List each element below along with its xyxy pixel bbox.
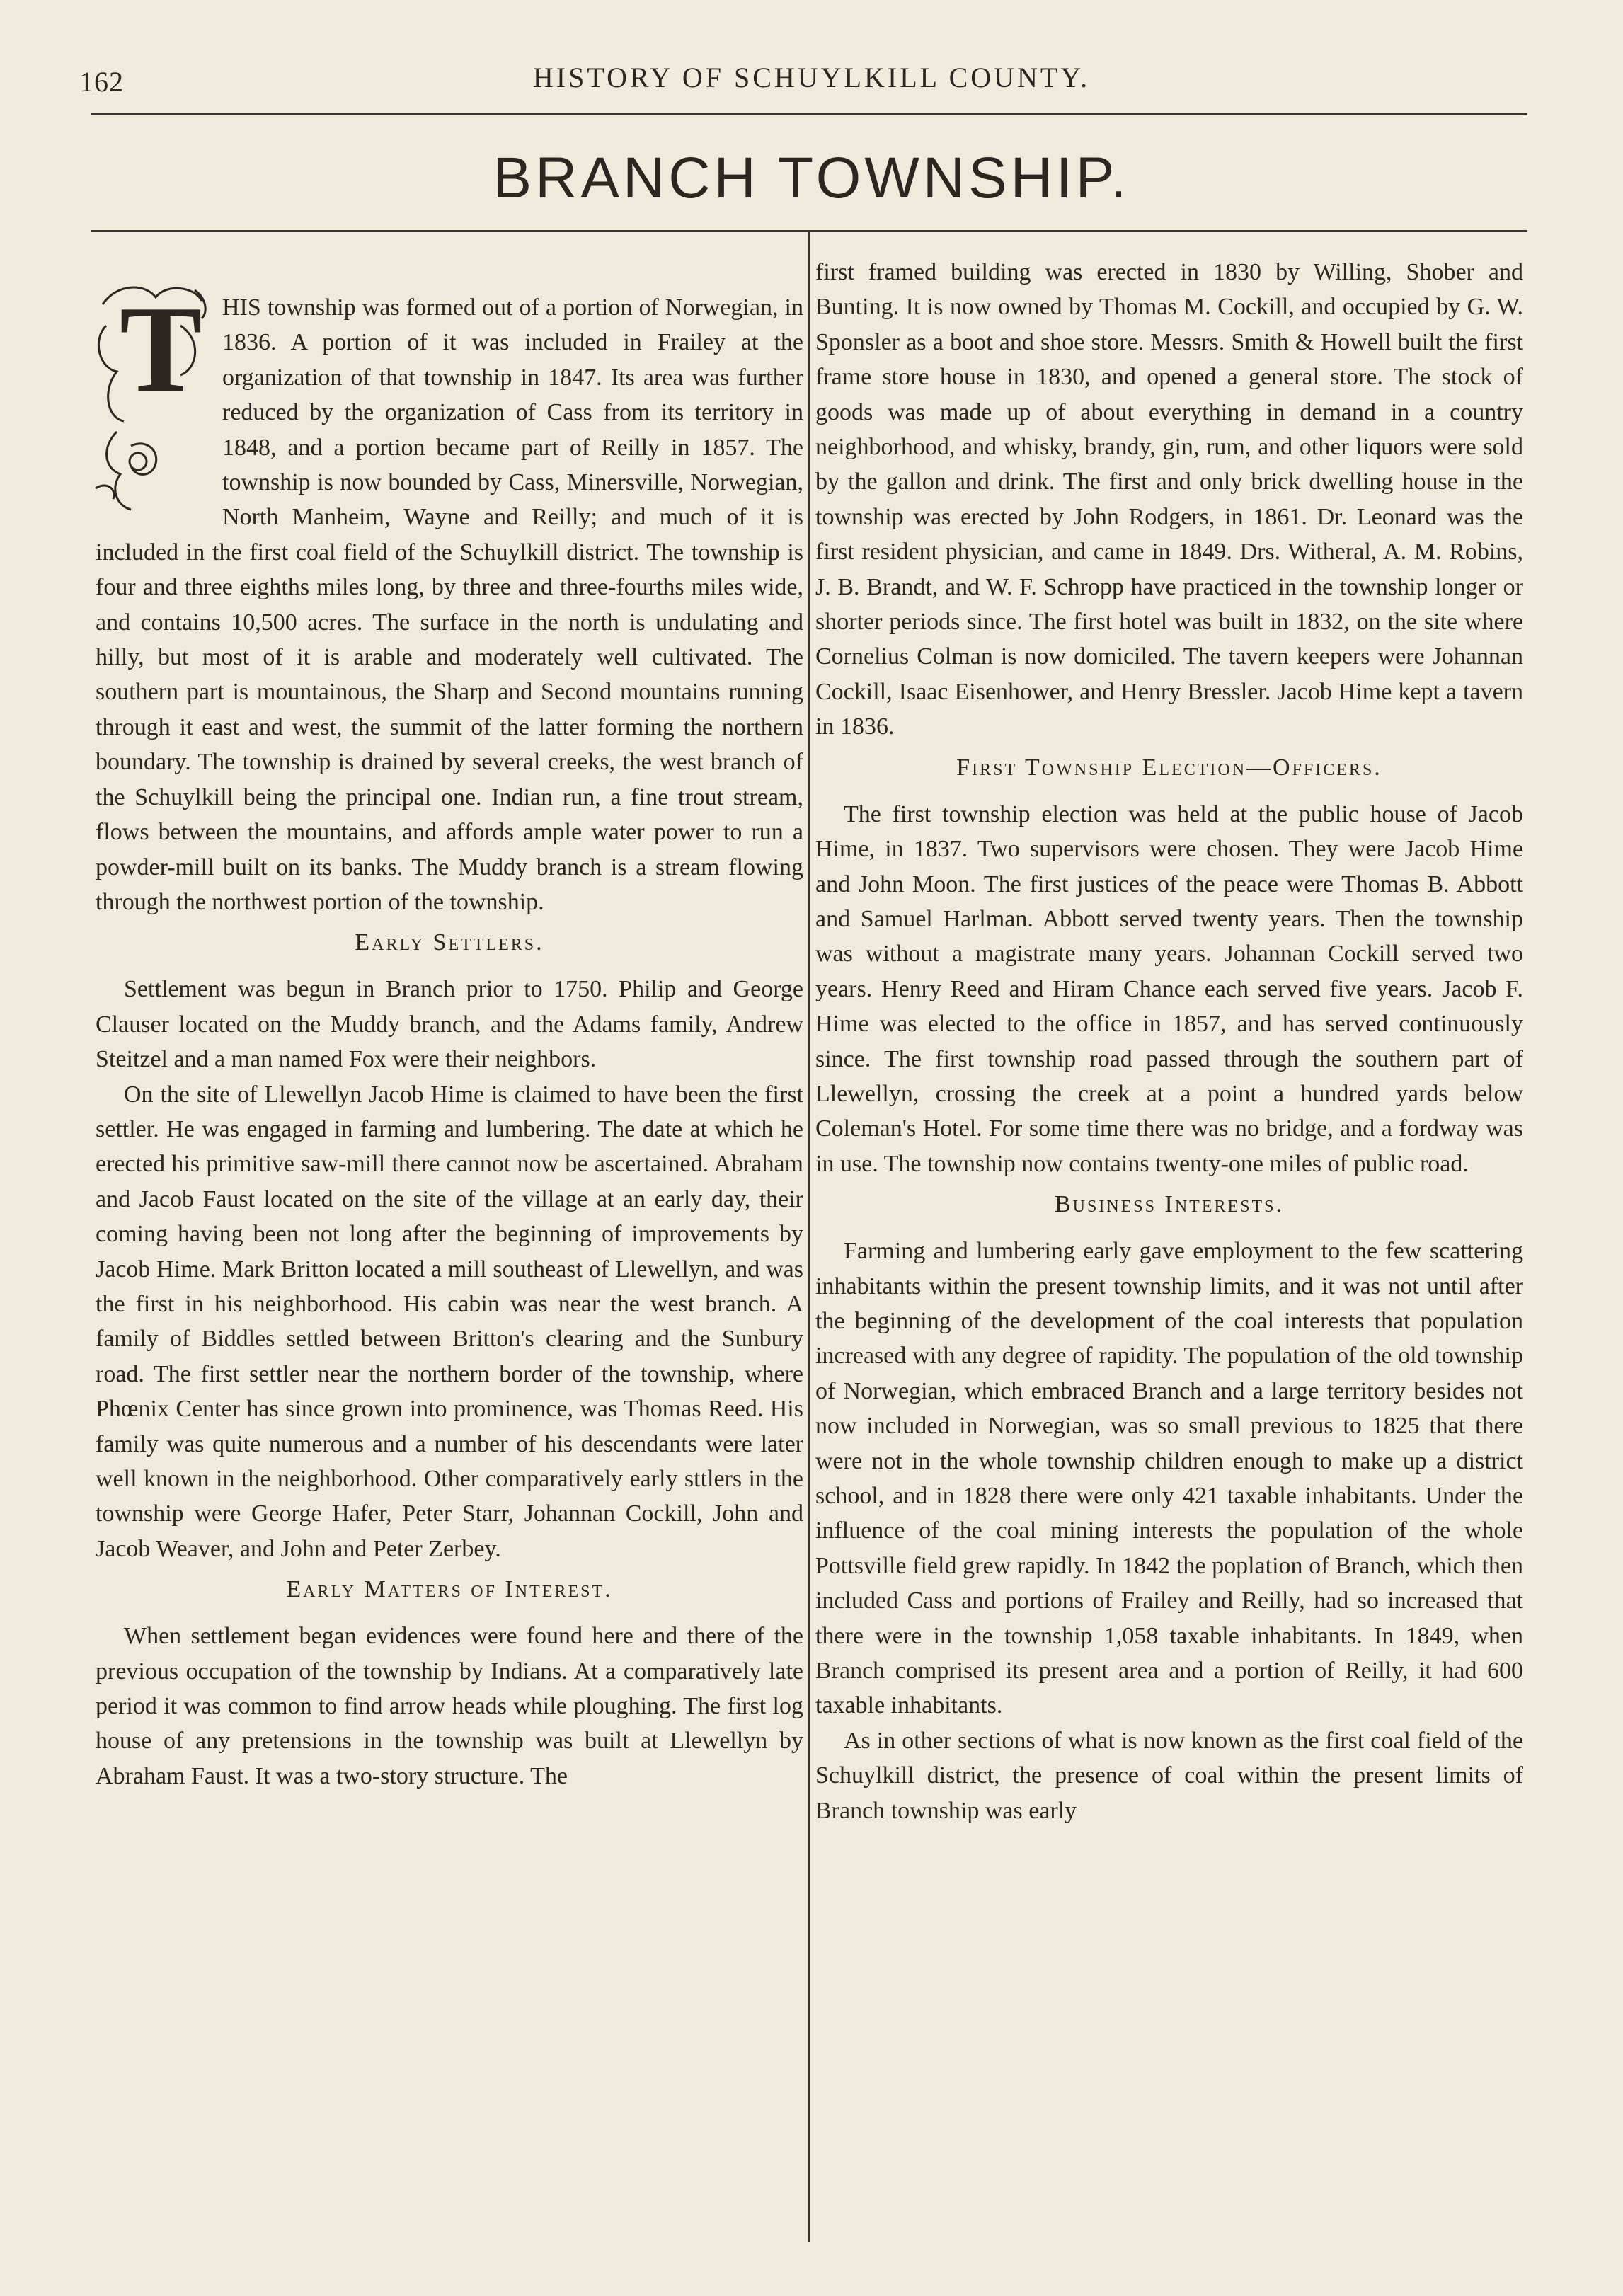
election-paragraph: The first township election was held at the public house of Jacob Hime, in 1837. Two supervisors were chosen. They were Jacob Hime and John Moon. The first justices of the peace were Thomas B. Abbott and Samuel Harlman. Abbott served twenty years. Then the township was without a magistrate many years. Johannan Cockill served two years. Henry Reed and Hiram Chance each served five years. Jacob F. Hime was elected to the office in 1857, and has served continuously since. The first township road passed through the southern part of Llewellyn, crossing the creek at a point a hundred yards below Coleman's Hotel. For some time there was no bridge, and a fordway was in use. The township now contains twenty-one miles of public road. (815, 800, 1523, 1177)
settlers-paragraph-2: On the site of Llewellyn Jacob Hime is claimed to have been the first settler. He was engaged in farming and lumbering. The date at which he erected his primitive saw-mill there cannot now be ascertained. Abraham and Jacob Faust located on the site of the village at an early day, their coming having been not long after the beginning of improvements by Jacob Hime. Mark Britton located a mill southeast of Llewellyn, and was the first in his neighborhood. His cabin was near the west branch. A family of Biddles settled between Britton's clearing and the Sunbury road. The first settler near the northern border of the township, where Phœnix Center has since grown into prominence, was Thomas Reed. His family was quite numerous and a number of his descendants were later well known in the neighborhood. Other comparatively early sttlers in the township were George Hafer, Peter Starr, Johannan Cockill, John and Jacob Weaver, and John and Peter Zerbey. (96, 1081, 803, 1562)
page-number: 162 (79, 66, 124, 98)
heading-first-election: First Township Election—Officers. (956, 754, 1382, 781)
column-divider (808, 232, 810, 2242)
ornamental-drop-cap (88, 276, 212, 513)
settlers-paragraph-1: Settlement was begun in Branch prior to 1750. Philip and George Clauser located on the Muddy branch, and the Adams family, Andrew Steitzel and a man named Fox were their neighbors. (96, 976, 803, 1073)
heading-early-settlers: Early Settlers. (355, 929, 544, 956)
drop-cap-letter: T (120, 280, 202, 418)
business-paragraph-2: As in other sections of what is now known as the first coal field of the Schuylkill district, the presence of coal within the present limits of Branch township was early (815, 1727, 1523, 1824)
chapter-title: BRANCH TOWNSHIP. (493, 146, 1130, 210)
running-title: HISTORY OF SCHUYLKILL COUNTY. (532, 62, 1091, 93)
running-head (0, 58, 1623, 101)
left-column (96, 280, 803, 1793)
heading-early-matters: Early Matters of Interest. (286, 1576, 613, 1603)
right-column (815, 255, 1523, 1828)
business-paragraph-1: Farming and lumbering early gave employment to the few scattering inhabitants within the present township limits, and it was not until after the beginning of the development of the coal interests that population increased with any degree of rapidity. The population of the old township of Norwegian, which embraced Branch and a large territory besides not now included in Norwegian, was so small previous to 1825 that there were not in the whole township children enough to make up a district school, and in 1828 there were only 421 taxable inhabitants. Under the influence of the coal mining interests the population of the whole Pottsville field grew rapidly. In 1842 the poplation of Branch, which then included Cass and portions of Frailey and Reilly, had so increased that there were in the township 1,058 taxable inhabitants. In 1849, when Branch comprised its present area and a portion of Reilly, it had 600 taxable inhabitants. (815, 1238, 1523, 1719)
header-rule (91, 113, 1527, 115)
heading-business-interests: Business Interests. (1054, 1191, 1285, 1218)
matters-paragraph-1: When settlement began evidences were found here and there of the previous occupation of the township by Indians. At a comparatively late period it was common to find arrow heads while ploughing. The first log house of any pretensions in the township was built at Llewellyn by Abraham Faust. It was a two-story structure. The (96, 1623, 803, 1789)
continued-paragraph: first framed building was erected in 1830 by Willing, Shober and Bunting. It is now owned by Thomas M. Cockill, and occupied by G. W. Sponsler as a boot and shoe store. Messrs. Smith & Howell built the first frame store house in 1830, and opened a general store. The stock of goods was made up of about everything in demand in a country neighborhood, and whisky, brandy, gin, rum, and other liquors were sold by the gallon and drink. The first and only brick dwelling house in the township was erected by John Rodgers, in 1861. Dr. Leonard was the first resident physician, and came in 1849. Drs. Witheral, A. M. Robins, J. B. Brandt, and W. F. Schropp have practiced in the township longer or shorter periods since. The first hotel was built in 1832, on the site where Cornelius Colman is now domiciled. The tavern keepers were Johannan Cockill, Isaac Eisenhower, and Henry Bressler. Jacob Hime kept a tavern in 1836. (815, 259, 1523, 740)
intro-paragraph: HIS township was formed out of a portion of Norwegian, in 1836. A portion of it was included in Frailey at the organization of that township in 1847. Its area was further reduced by the organization of Cass from its territory in 1848, and a portion became part of Reilly in 1857. The township is now bounded by Cass, Minersville, Norwegian, North Manheim, Wayne and Reilly; and much of it is included in the first coal field of the Schuylkill district. The township is four and three eighths miles long, by three and three-fourths miles wide, and contains 10,500 acres. The surface in the north is undulating and hilly, but most of it is arable and moderately well cultivated. The southern part is mountainous, the Sharp and Second mountains running through it east and west, the summit of the latter forming the northern boundary. The township is drained by several creeks, the west branch of the Schuylkill being the principal one. Indian run, a fine trout stream, flows between the mountains, and affords ample water power to run a powder-mill built on its banks. The Muddy branch is a stream flowing through the northwest portion of the township. (96, 294, 803, 915)
